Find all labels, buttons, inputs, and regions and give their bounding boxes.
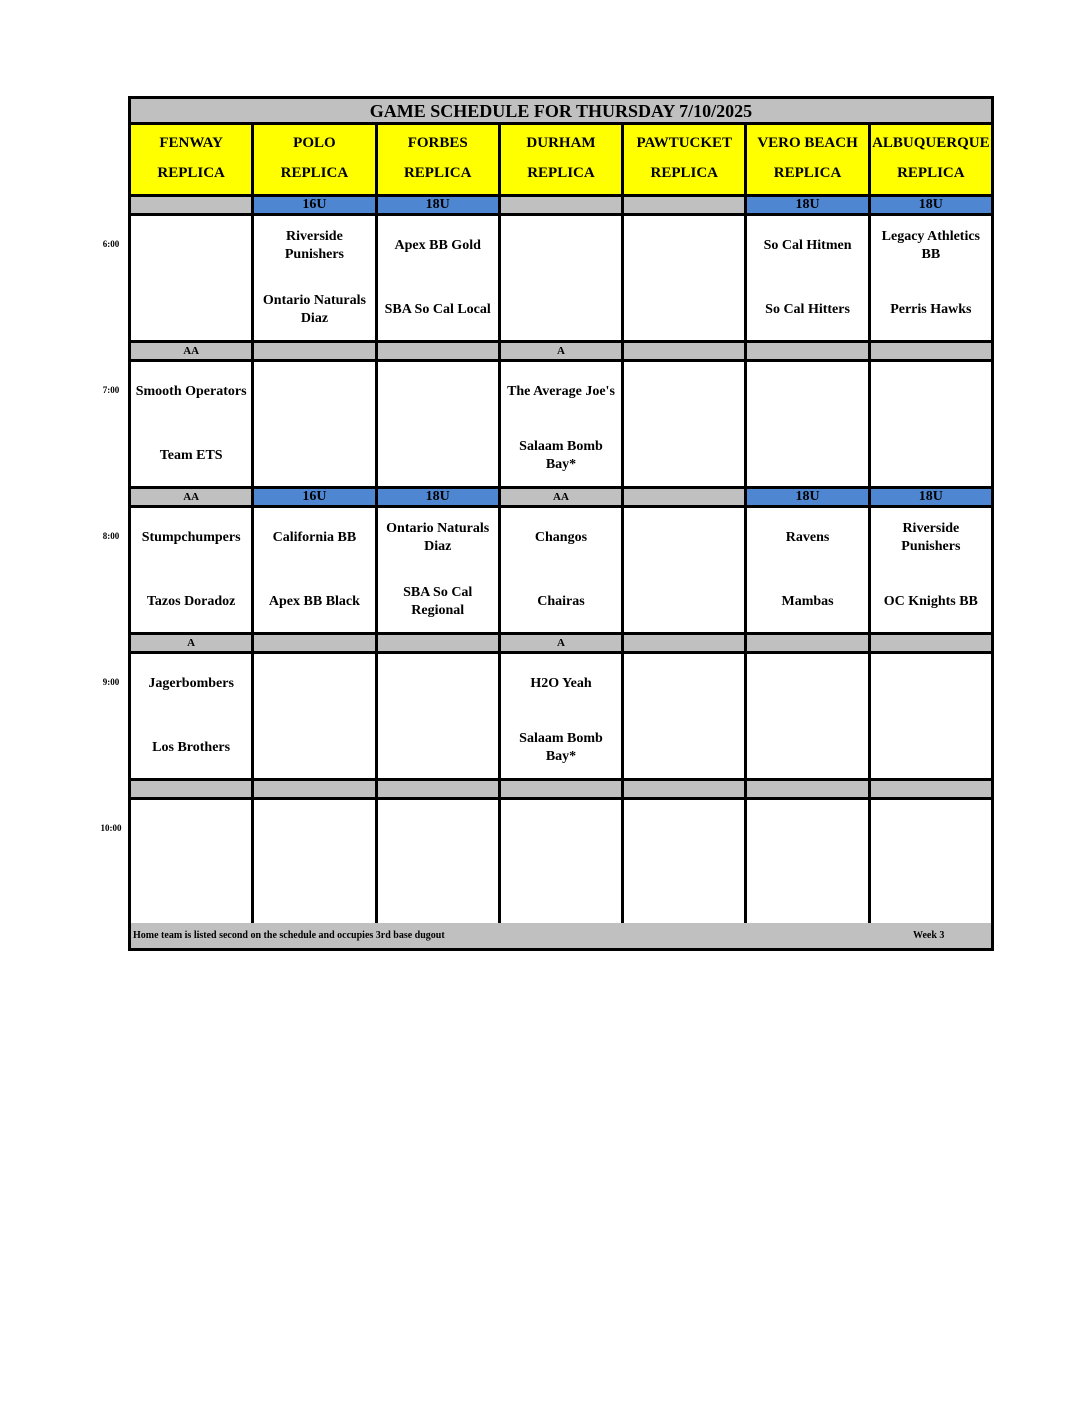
- time-label: 6:00: [102, 239, 120, 249]
- division-label: AA: [131, 489, 254, 505]
- home-team: So Cal Hitters: [765, 302, 850, 317]
- home-team: [873, 874, 989, 914]
- visiting-team: [256, 664, 372, 704]
- game-cell: [747, 508, 870, 632]
- division-label: [624, 489, 747, 505]
- game-cell: [131, 654, 254, 778]
- home-team: [749, 728, 865, 768]
- game-cell: [501, 216, 624, 340]
- field-header: [131, 125, 254, 194]
- game-cell: [131, 216, 254, 340]
- game-cell: [624, 216, 747, 340]
- field-name: ALBUQUERQUE: [872, 135, 990, 152]
- division-label: 18U: [378, 197, 501, 213]
- game-cell: [131, 362, 254, 486]
- game-cell: [871, 362, 991, 486]
- field-name: FENWAY: [159, 135, 223, 152]
- visiting-team: [749, 664, 865, 704]
- division-label: [624, 635, 747, 651]
- home-team: [749, 874, 865, 914]
- field-name: PAWTUCKET: [636, 135, 733, 152]
- division-label: AA: [501, 489, 624, 505]
- home-team: [626, 728, 742, 768]
- division-label: [624, 343, 747, 359]
- game-cell: [747, 800, 870, 924]
- home-team: SBA So Cal Local: [384, 302, 491, 317]
- division-label: [501, 781, 624, 797]
- visiting-team: [256, 372, 372, 412]
- game-cell: [378, 216, 501, 340]
- home-team: Apex BB Black: [268, 594, 360, 609]
- footer-bar: [131, 923, 991, 948]
- visiting-team: [749, 372, 865, 412]
- visiting-team: [626, 372, 742, 412]
- visiting-team: [626, 226, 742, 266]
- visiting-team: [503, 226, 619, 266]
- game-row: [131, 654, 991, 781]
- visiting-team: So Cal Hitmen: [763, 238, 852, 253]
- time-label: 9:00: [102, 677, 120, 687]
- field-name: VERO BEACH: [757, 135, 858, 152]
- home-team: [626, 582, 742, 622]
- game-cell: [254, 800, 377, 924]
- division-label: [378, 635, 501, 651]
- home-team: [133, 874, 249, 914]
- field-subtitle: REPLICA: [650, 164, 719, 181]
- home-team: [503, 874, 619, 914]
- division-label: 18U: [871, 489, 991, 505]
- week-label: Week 3: [913, 930, 945, 941]
- home-team: [873, 436, 989, 476]
- division-label: 18U: [871, 197, 991, 213]
- division-label-row: [131, 635, 991, 654]
- division-label: [624, 197, 747, 213]
- game-cell: [378, 362, 501, 486]
- division-label: [747, 635, 870, 651]
- game-cell: [378, 800, 501, 924]
- game-cell: [378, 654, 501, 778]
- game-cell: [624, 654, 747, 778]
- home-team: [749, 436, 865, 476]
- visiting-team: Smooth Operators: [135, 384, 247, 399]
- field-header: [501, 125, 624, 194]
- home-team: [873, 728, 989, 768]
- home-team: Mambas: [781, 594, 834, 609]
- division-label: 18U: [378, 489, 501, 505]
- visiting-team: Changos: [534, 530, 588, 545]
- game-cell: [501, 654, 624, 778]
- visiting-team: H2O Yeah: [530, 676, 592, 691]
- division-label: [254, 635, 377, 651]
- field-name: FORBES: [407, 135, 468, 152]
- home-team: [503, 290, 619, 330]
- home-team: [256, 874, 372, 914]
- visiting-team: Riverside Punishers: [284, 229, 344, 262]
- visiting-team: [873, 810, 989, 850]
- home-team: Perris Hawks: [890, 302, 972, 317]
- time-label: 8:00: [102, 531, 120, 541]
- division-label: A: [131, 635, 254, 651]
- field-header-row: [131, 125, 991, 197]
- home-team: OC Knights BB: [883, 594, 978, 609]
- home-team: Chairas: [537, 594, 585, 609]
- home-team: Salaam Bomb Bay*: [519, 439, 603, 472]
- game-cell: [871, 654, 991, 778]
- home-team: Tazos Doradoz: [146, 594, 236, 609]
- game-cell: [747, 654, 870, 778]
- visiting-team: Ravens: [785, 530, 830, 545]
- game-cell: [501, 508, 624, 632]
- visiting-team: Stumpchumpers: [141, 530, 241, 545]
- game-row: [131, 800, 991, 927]
- field-subtitle: REPLICA: [403, 164, 472, 181]
- division-label: A: [501, 343, 624, 359]
- game-row: [131, 216, 991, 343]
- home-team: Ontario Naturals Diaz: [262, 293, 366, 326]
- field-name: DURHAM: [526, 135, 596, 152]
- game-row: [131, 508, 991, 635]
- division-label-row: [131, 489, 991, 508]
- division-label: 16U: [254, 197, 377, 213]
- division-label: [747, 343, 870, 359]
- visiting-team: [503, 810, 619, 850]
- home-team: [626, 436, 742, 476]
- division-label: 18U: [747, 489, 870, 505]
- field-subtitle: REPLICA: [897, 164, 965, 181]
- field-name: POLO: [293, 135, 336, 152]
- field-subtitle: REPLICA: [280, 164, 349, 181]
- division-label: [254, 781, 377, 797]
- visiting-team: [133, 226, 249, 266]
- division-label-row: [131, 781, 991, 800]
- visiting-team: [626, 664, 742, 704]
- home-team: [380, 436, 496, 476]
- visiting-team: [873, 664, 989, 704]
- visiting-team: Apex BB Gold: [394, 238, 481, 253]
- visiting-team: Riverside Punishers: [901, 521, 961, 554]
- field-header: [378, 125, 501, 194]
- division-label: [871, 343, 991, 359]
- time-label: 7:00: [102, 385, 120, 395]
- home-team: [626, 290, 742, 330]
- home-team: [626, 874, 742, 914]
- home-team: Team ETS: [159, 448, 223, 463]
- home-team: [256, 436, 372, 476]
- home-team: Salaam Bomb Bay*: [519, 731, 603, 764]
- game-cell: [378, 508, 501, 632]
- game-cell: [871, 800, 991, 924]
- division-label: [624, 781, 747, 797]
- home-team: [380, 728, 496, 768]
- schedule-title: GAME SCHEDULE FOR THURSDAY 7/10/2025: [131, 99, 991, 125]
- game-cell: [131, 508, 254, 632]
- visiting-team: [626, 810, 742, 850]
- division-label-row: [131, 197, 991, 216]
- game-cell: [254, 654, 377, 778]
- visiting-team: California BB: [272, 530, 357, 545]
- game-cell: [254, 508, 377, 632]
- game-cell: [501, 362, 624, 486]
- visiting-team: The Average Joe's: [507, 384, 615, 399]
- game-cell: [871, 508, 991, 632]
- home-team: [380, 874, 496, 914]
- game-cell: [131, 800, 254, 924]
- home-team: Los Brothers: [152, 740, 231, 755]
- division-label: [871, 635, 991, 651]
- game-cell: [624, 508, 747, 632]
- visiting-team: [380, 810, 496, 850]
- field-subtitle: REPLICA: [773, 164, 842, 181]
- visiting-team: [133, 810, 249, 850]
- field-header: [254, 125, 377, 194]
- division-label: [378, 781, 501, 797]
- field-subtitle: REPLICA: [527, 164, 595, 181]
- visiting-team: Jagerbombers: [148, 676, 234, 691]
- visiting-team: [626, 518, 742, 558]
- visiting-team: [380, 664, 496, 704]
- home-team: [133, 290, 249, 330]
- division-label: A: [501, 635, 624, 651]
- time-label: 10:00: [100, 823, 122, 833]
- game-cell: [624, 362, 747, 486]
- visiting-team: [256, 810, 372, 850]
- visiting-team: Ontario Naturals Diaz: [386, 521, 490, 554]
- division-label: [747, 781, 870, 797]
- field-header: [871, 125, 991, 194]
- field-header: [624, 125, 747, 194]
- game-cell: [501, 800, 624, 924]
- division-label: AA: [131, 343, 254, 359]
- field-header: [747, 125, 870, 194]
- division-label: 18U: [747, 197, 870, 213]
- game-cell: [871, 216, 991, 340]
- game-cell: [747, 362, 870, 486]
- visiting-team: [873, 372, 989, 412]
- home-team: SBA So Cal Regional: [403, 585, 473, 618]
- division-label: [871, 781, 991, 797]
- home-team: [256, 728, 372, 768]
- division-label-row: [131, 343, 991, 362]
- visiting-team: Legacy Athletics BB: [881, 229, 981, 262]
- visiting-team: [749, 810, 865, 850]
- division-label: 16U: [254, 489, 377, 505]
- visiting-team: [380, 372, 496, 412]
- footer-note: Home team is listed second on the schedule and occupies 3rd base dugout: [133, 930, 445, 941]
- division-label: [131, 197, 254, 213]
- division-label: [254, 343, 377, 359]
- game-cell: [624, 800, 747, 924]
- game-row: [131, 362, 991, 489]
- division-label: [131, 781, 254, 797]
- field-subtitle: REPLICA: [157, 164, 225, 181]
- game-cell: [254, 216, 377, 340]
- schedule-table: [128, 96, 994, 951]
- game-cell: [254, 362, 377, 486]
- division-label: [378, 343, 501, 359]
- division-label: [501, 197, 624, 213]
- game-cell: [747, 216, 870, 340]
